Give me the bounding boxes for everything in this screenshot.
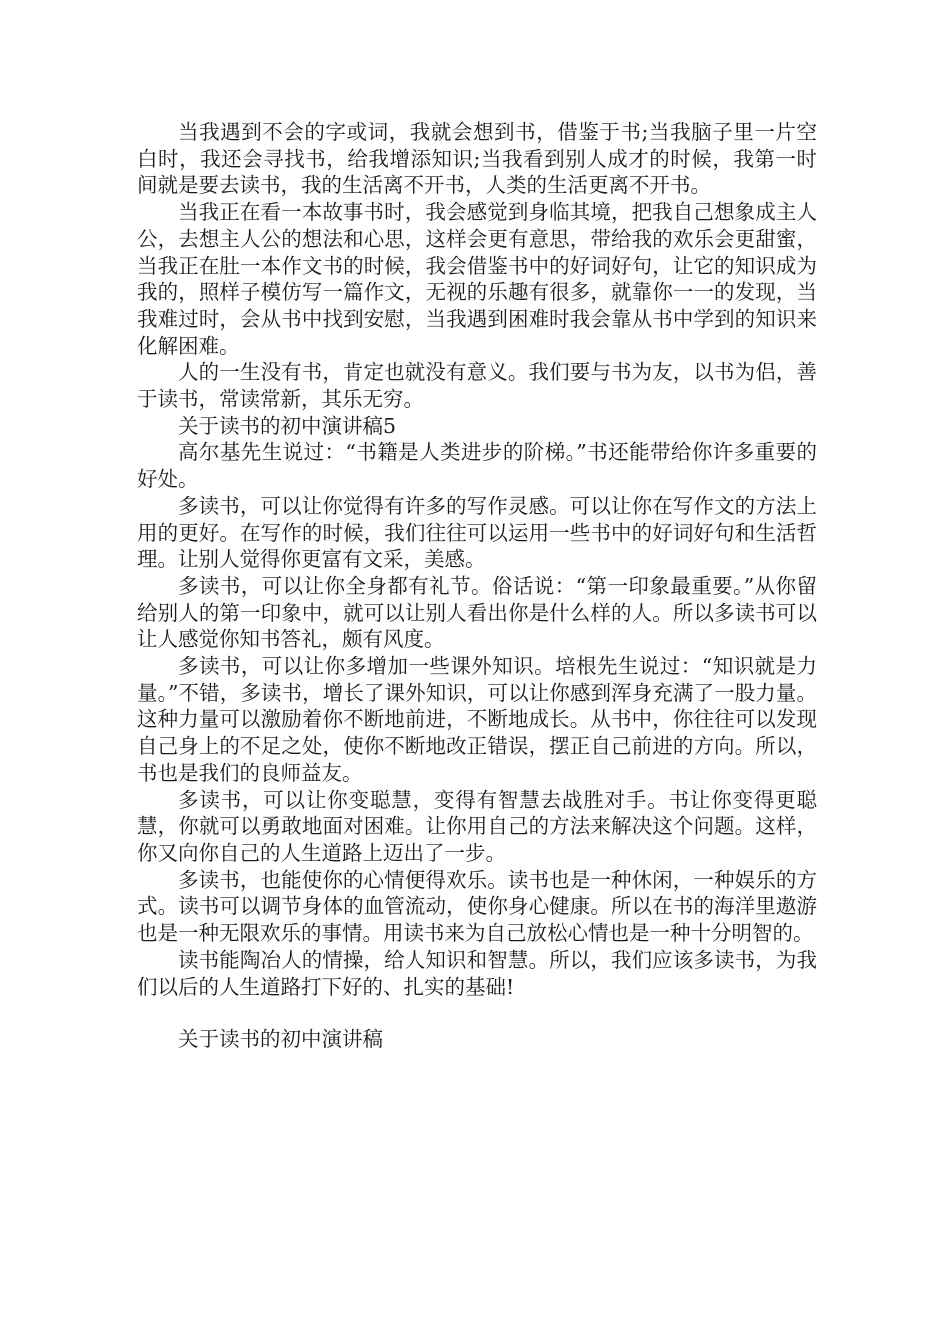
paragraph: 多读书，可以让你觉得有许多的写作灵感。可以让你在写作文的方法上用的更好。在写作的时候，我们往往可以运用一些书中的好词好句和生活哲理。让别人觉得你更富有文采，美感。 — [137, 493, 817, 572]
paragraph: 多读书，也能使你的心情便得欢乐。读书也是一种休闲，一种娱乐的方式。读书可以调节身体的血管流动，使你身心健康。所以在书的海洋里遨游也是一种无限欢乐的事情。用读书来为自己放松心情也是一种十分明智的。 — [137, 867, 817, 946]
paragraph: 多读书，可以让你多增加一些课外知识。培根先生说过：“知识就是力量。”不错，多读书，增长了课外知识，可以让你感到浑身充满了一股力量。这种力量可以激励着你不断地前进，不断地成长。从书中，你往往可以发现自己身上的不足之处，使你不断地改正错误，摆正自己前进的方向。所以，书也是我们的良师益友。 — [137, 654, 817, 785]
paragraph: 当我遇到不会的字或词，我就会想到书，借鉴于书;当我脑子里一片空白时，我还会寻找书，给我增添知识;当我看到别人成才的时候，我第一时间就是要去读书，我的生活离不开书，人类的生活更离不开书。 — [137, 120, 817, 198]
paragraph: 多读书，可以让你全身都有礼节。俗话说：“第一印象最重要。”从你留给别人的第一印象中，就可以让别人看出你是什么样的人。所以多读书可以让人感觉你知书答礼，颇有风度。 — [137, 573, 817, 652]
section-heading: 关于读书的初中演讲稿 — [178, 1027, 383, 1052]
paragraph: 高尔基先生说过：“书籍是人类进步的阶梯。”书还能带给你许多重要的好处。 — [137, 440, 817, 492]
document-body — [137, 119, 817, 1053]
section-heading: 关于读书的初中演讲稿5 — [178, 413, 397, 438]
paragraph: 多读书，可以让你变聪慧，变得有智慧去战胜对手。书让你变得更聪慧，你就可以勇敢地面对困难。让你用自己的方法来解决这个问题。这样，你又向你自己的人生道路上迈出了一步。 — [137, 787, 817, 865]
paragraph: 人的一生没有书，肯定也就没有意义。我们要与书为友，以书为侣，善于读书，常读常新，其乐无穷。 — [137, 360, 817, 412]
paragraph: 当我正在看一本故事书时，我会感觉到身临其境，把我自己想象成主人公，去想主人公的想法和心思，这样会更有意思，带给我的欢乐会更甜蜜，当我正在肚一本作文书的时候，我会借鉴书中的好词好句，让它的知识成为我的，照样子模仿写一篇作文，无视的乐趣有很多，就靠你一一的发现，当我难过时，会从书中找到安慰，当我遇到困难时我会靠从书中学到的知识来化解困难。 — [137, 200, 817, 358]
paragraph: 读书能陶冶人的情操，给人知识和智慧。所以，我们应该多读书，为我们以后的人生道路打下好的、扎实的基础! — [137, 947, 817, 999]
